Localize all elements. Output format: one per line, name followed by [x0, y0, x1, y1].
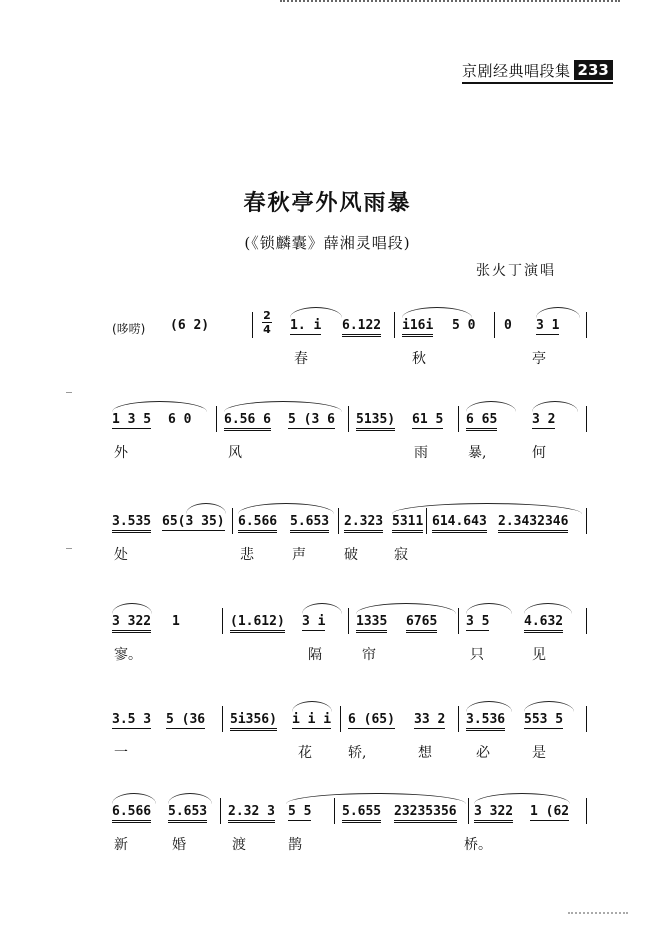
notation-row [112, 502, 588, 536]
note-group: 5 (3 6 [288, 412, 335, 427]
time-signature-bottom: 4 [263, 323, 271, 336]
song-subtitle: (《锁麟囊》薛湘灵唱段) [244, 234, 411, 252]
note-group: 6 65 [466, 412, 497, 431]
note-group: (1.612) [230, 614, 285, 633]
barline [348, 608, 349, 634]
note-group: 1. i [290, 318, 322, 333]
barline [468, 798, 469, 824]
barline [586, 798, 587, 824]
book-title: 京剧经典唱段集 [462, 61, 571, 80]
lyric: 一 [114, 745, 128, 761]
lyrics-row [112, 644, 588, 664]
note-group: 3.5 3 [112, 712, 152, 727]
note-group: 6.566 [112, 804, 151, 823]
barline [458, 706, 459, 732]
note-group: 6 0 [168, 412, 192, 427]
barline [338, 508, 339, 534]
barline [458, 608, 459, 634]
note-group: 1 (62 [530, 804, 570, 819]
barline [216, 406, 217, 432]
lyric: 寥。 [114, 647, 142, 663]
time-signature [262, 310, 272, 335]
slur [186, 503, 226, 514]
lyrics-row [112, 348, 588, 368]
lyrics-row [112, 442, 588, 462]
note-group: 3 322 [474, 804, 513, 823]
lyric: 秋 [412, 351, 426, 367]
song-title: 春秋亭外风雨暴 [243, 190, 412, 216]
note-group: 6.566 [238, 514, 277, 533]
note-group: 1 [172, 614, 180, 629]
note-group: 5 5 [288, 804, 312, 819]
barline [586, 312, 587, 338]
lyric: 处 [114, 547, 128, 563]
slur [524, 701, 574, 712]
note-group: 6.56 6 [224, 412, 271, 431]
lyric: 破 [344, 547, 358, 563]
score-system-1 [112, 306, 588, 376]
barline [426, 508, 427, 534]
lyric: 声 [292, 547, 306, 563]
slur [302, 603, 342, 614]
note-group: 5.653 [290, 514, 329, 533]
lyric: 悲 [240, 547, 254, 563]
score-system-3 [112, 502, 588, 572]
slur [286, 793, 466, 804]
note-group: 3 5 [466, 614, 490, 629]
slur [474, 793, 570, 804]
slur [292, 701, 332, 712]
barline [586, 706, 587, 732]
barline [586, 608, 587, 634]
slur [238, 503, 334, 514]
intro-notes: (6 2) [170, 318, 210, 333]
lyric: 春 [294, 351, 308, 367]
note-group: 6.122 [342, 318, 381, 337]
lyric: 新 [114, 837, 128, 853]
margin-mark [66, 392, 72, 393]
page-number: 233 [574, 60, 613, 80]
slur [466, 701, 512, 712]
slur [112, 401, 207, 412]
lyric: 暴, [468, 445, 487, 461]
note-group: i16i [402, 318, 433, 337]
lyric: 亭 [532, 351, 546, 367]
note-group: 4.632 [524, 614, 563, 633]
note-group: 2.32 3 [228, 804, 275, 823]
lyric: 轿, [348, 745, 367, 761]
running-header [462, 58, 613, 84]
lyric: 必 [476, 745, 490, 761]
slur [168, 793, 212, 804]
slur [392, 503, 582, 514]
lyric: 风 [228, 445, 242, 461]
note-group: 2.323 [344, 514, 383, 533]
note-group: 0 [504, 318, 512, 333]
lyric: 是 [532, 745, 546, 761]
note-group: 1335 [356, 614, 387, 633]
slur [290, 307, 342, 318]
score-system-4 [112, 602, 588, 672]
note-group: 23235356 [394, 804, 457, 823]
top-rule [280, 0, 620, 6]
footer-dots [568, 912, 628, 914]
lyric: 见 [532, 647, 546, 663]
notation-row [112, 602, 588, 636]
note-group: 65(3 35) [162, 514, 225, 529]
note-group: 5135) [356, 412, 395, 431]
lyric: 想 [418, 745, 432, 761]
slur [224, 401, 342, 412]
barline [222, 706, 223, 732]
barline [394, 312, 395, 338]
note-group: 5 (36 [166, 712, 206, 727]
note-group: 3 2 [532, 412, 556, 427]
lyric: 只 [470, 647, 484, 663]
lyrics-row [112, 544, 588, 564]
lyric: 雨 [414, 445, 428, 461]
note-group: 33 2 [414, 712, 446, 727]
barline [586, 406, 587, 432]
slur [402, 307, 472, 318]
note-group: 3 1 [536, 318, 560, 333]
barline [252, 312, 253, 338]
note-group: 6 (65) [348, 712, 395, 727]
slur [112, 793, 156, 804]
slur [466, 603, 512, 614]
note-group: 2.3432346 [498, 514, 568, 533]
slur [466, 401, 516, 412]
notation-row [112, 700, 588, 734]
barline [348, 406, 349, 432]
intro-prefix: (哆唠) [112, 322, 146, 336]
notation-row [112, 306, 588, 340]
lyric: 外 [114, 445, 128, 461]
barline [334, 798, 335, 824]
performer-credit: 张火丁演唱 [476, 263, 556, 279]
lyric: 寂 [394, 547, 408, 563]
note-group: 6765 [406, 614, 437, 633]
barline [494, 312, 495, 338]
lyric: 帘 [362, 647, 376, 663]
note-group: 3 322 [112, 614, 151, 633]
note-group: 3 i [302, 614, 326, 629]
slur [524, 603, 572, 614]
note-group: 5 0 [452, 318, 476, 333]
slur [356, 603, 456, 614]
margin-mark [66, 548, 72, 549]
lyrics-row [112, 742, 588, 762]
note-group: 61 5 [412, 412, 444, 427]
note-group: 614.643 [432, 514, 487, 533]
note-group: 5.653 [168, 804, 207, 823]
lyric: 花 [298, 745, 312, 761]
barline [232, 508, 233, 534]
note-group: i i i [292, 712, 332, 727]
note-group: 553 5 [524, 712, 564, 727]
barline [586, 508, 587, 534]
score-system-5 [112, 700, 588, 770]
note-group: 5311 [392, 514, 423, 533]
lyric: 何 [532, 445, 546, 461]
lyric: 渡 [232, 837, 246, 853]
lyric: 桥。 [464, 837, 492, 853]
note-group: 3.535 [112, 514, 151, 533]
notation-row [112, 400, 588, 434]
barline [340, 706, 341, 732]
barline [222, 608, 223, 634]
slur [536, 307, 580, 318]
note-group: 1 3 5 [112, 412, 152, 427]
note-group: 3.536 [466, 712, 505, 731]
barline [458, 406, 459, 432]
barline [220, 798, 221, 824]
time-signature-top: 2 [263, 309, 271, 322]
score-system-6 [112, 792, 588, 862]
lyric: 婚 [172, 837, 186, 853]
notation-row [112, 792, 588, 826]
note-group: 5.655 [342, 804, 381, 823]
slur [112, 603, 152, 614]
note-group: 5i356) [230, 712, 277, 731]
lyric: 鹊 [288, 837, 302, 853]
lyric: 隔 [308, 647, 322, 663]
lyrics-row [112, 834, 588, 854]
slur [532, 401, 578, 412]
score-system-2 [112, 400, 588, 470]
